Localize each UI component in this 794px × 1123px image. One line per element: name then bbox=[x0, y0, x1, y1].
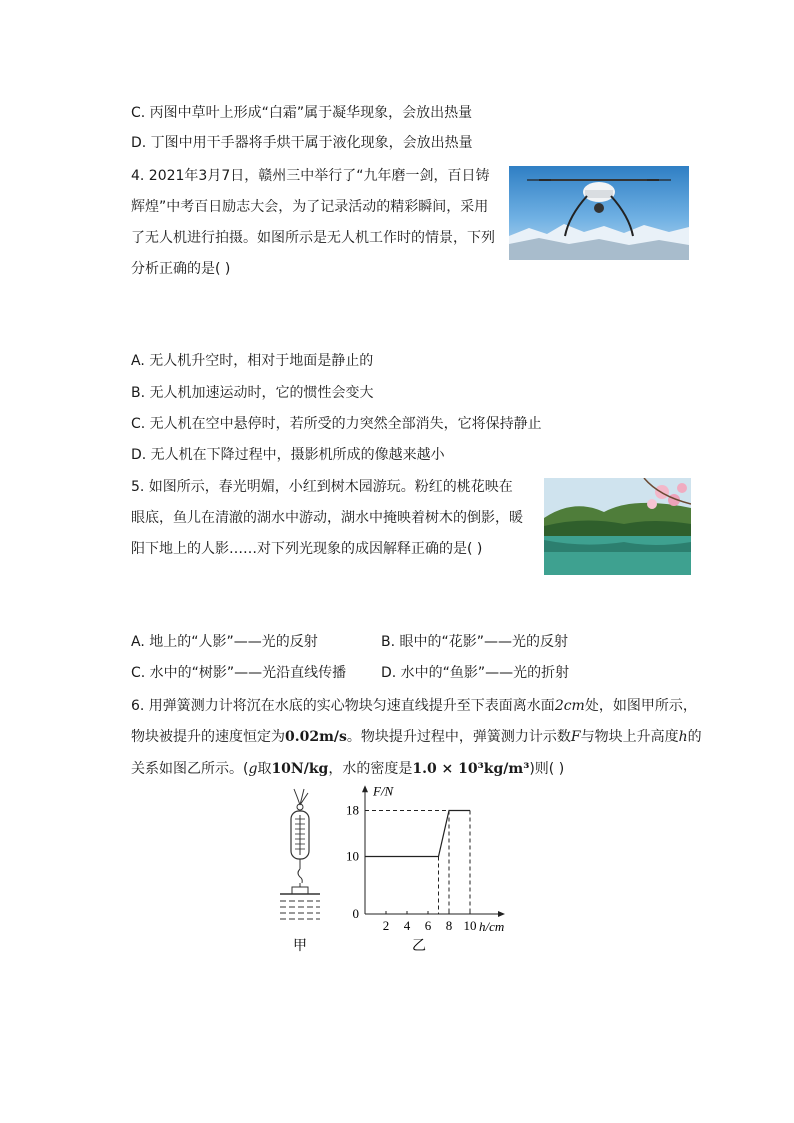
q5-stem-2: 眼底，鱼儿在清澈的湖水中游动，湖水中掩映着树木的倒影，暖 bbox=[131, 510, 523, 526]
x-tick-label: 6 bbox=[424, 918, 432, 933]
q4-stem-2: 辉煌”中考百日励志大会，为了记录活动的精彩瞬间，采用 bbox=[131, 199, 489, 215]
q4-option-a: A. 无人机升空时，相对于地面是静止的 bbox=[131, 353, 374, 369]
x-axis-arrow bbox=[498, 911, 505, 917]
spring-balance-figure bbox=[270, 785, 330, 955]
y-tick-label: 0 bbox=[352, 906, 359, 921]
q5-option-d: D. 水中的“鱼影”——光的折射 bbox=[381, 665, 570, 681]
q4-stem-1: 4. 2021年3月7日，赣州三中举行了“九年磨一剑，百日铸 bbox=[131, 168, 490, 184]
series-line bbox=[365, 811, 470, 857]
option-d-prev: D. 丁图中用干手器将手烘干属于液化现象，会放出热量 bbox=[131, 135, 473, 151]
lake-photo bbox=[544, 478, 691, 575]
force-height-graph bbox=[340, 782, 530, 957]
q6-stem-3: 关系如图乙所示。(g取10N/kg，水的密度是1.0 × 10³kg/m³)则( ) bbox=[131, 761, 565, 777]
drone-photo bbox=[509, 166, 689, 260]
y-tick-label: 10 bbox=[346, 848, 359, 864]
q5-stem-1: 5. 如图所示，春光明媚，小红到树木园游玩。粉红的桃花映在 bbox=[131, 479, 513, 495]
q5-option-c: C. 水中的“树影”——光沿直线传播 bbox=[131, 665, 347, 681]
q4-option-b: B. 无人机加速运动时，它的惯性会变大 bbox=[131, 385, 374, 401]
y-tick-label: 18 bbox=[346, 802, 359, 818]
y-axis-arrow bbox=[362, 785, 368, 792]
figure-label-jia: 甲 bbox=[293, 939, 307, 954]
option-c-prev: C. 丙图中草叶上形成“白霜”属于凝华现象，会放出热量 bbox=[131, 105, 473, 121]
q5-stem-3: 阳下地上的人影……对下列光现象的成因解释正确的是( ) bbox=[131, 541, 483, 557]
q6-stem-1: 6. 用弹簧测力计将沉在水底的实心物块匀速直线提升至下表面离水面2cm处，如图甲所示， bbox=[131, 698, 697, 714]
q6-stem-2: 物块被提升的速度恒定为0.02m/s。物块提升过程中，弹簧测力计示数F与物块上升高度h的 bbox=[131, 729, 702, 745]
x-tick-label: 8 bbox=[445, 918, 453, 933]
q5-option-a: A. 地上的“人影”——光的反射 bbox=[131, 634, 318, 650]
x-tick-label: 2 bbox=[382, 918, 390, 933]
q4-option-d: D. 无人机在下降过程中，摄影机所成的像越来越小 bbox=[131, 447, 445, 463]
x-tick-label: 10 bbox=[463, 918, 477, 933]
q4-option-c: C. 无人机在空中悬停时，若所受的力突然全部消失，它将保持静止 bbox=[131, 416, 542, 432]
x-tick-label: 4 bbox=[403, 918, 411, 933]
figure-label-yi: 乙 bbox=[412, 939, 426, 954]
q5-option-b: B. 眼中的“花影”——光的反射 bbox=[381, 634, 569, 650]
y-axis-label: F/N bbox=[373, 783, 394, 799]
q4-stem-4: 分析正确的是( ) bbox=[131, 261, 231, 277]
x-axis-label: h/cm bbox=[479, 919, 505, 934]
q4-stem-3: 了无人机进行拍摄。如图所示是无人机工作时的情景，下列 bbox=[131, 230, 495, 246]
